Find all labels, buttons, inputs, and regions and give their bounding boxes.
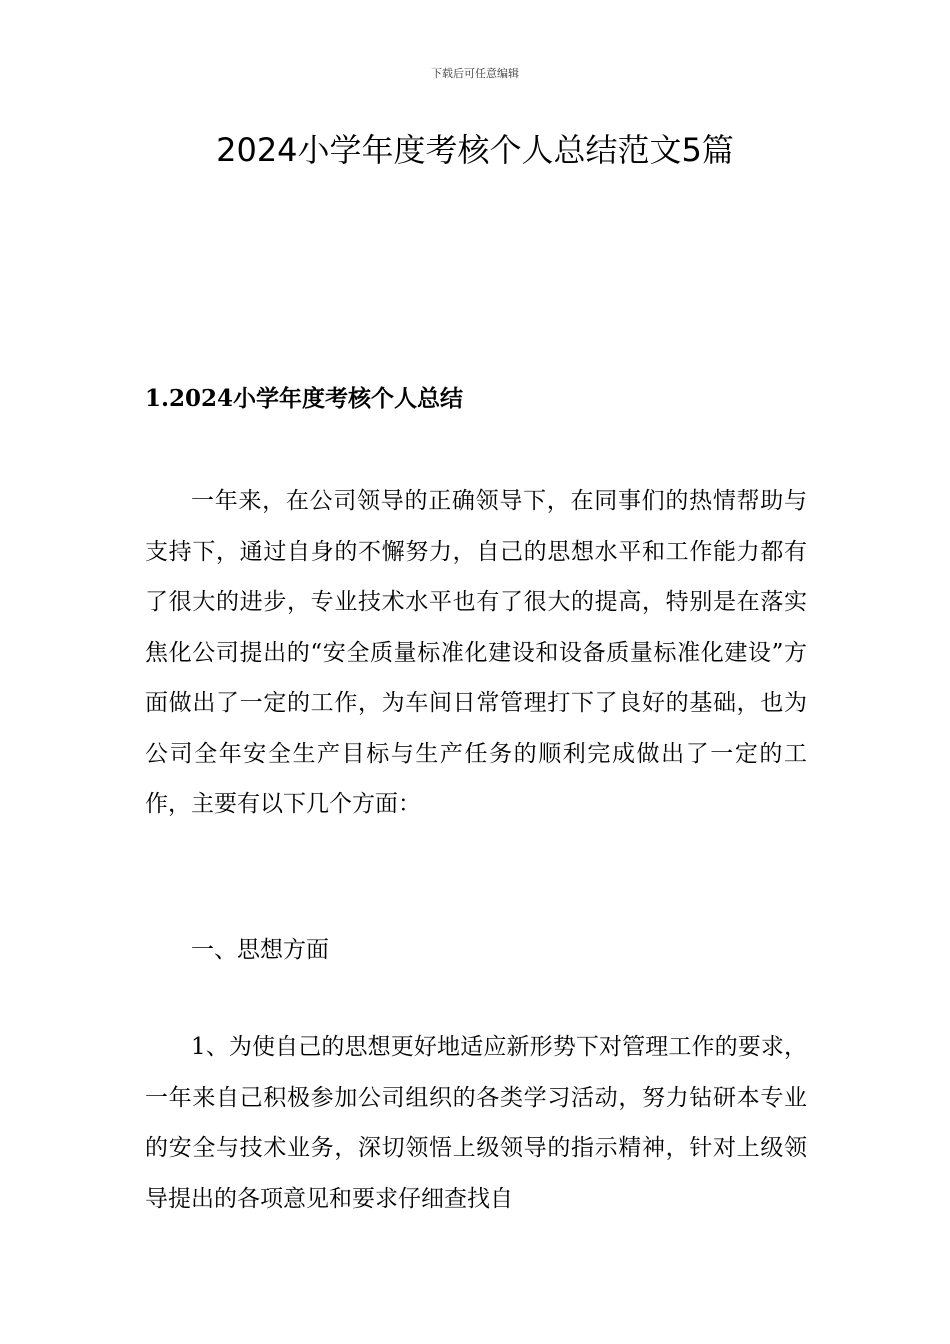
paragraph-thought-1: 1、为使自己的思想更好地适应新形势下对管理工作的要求，一年来自己积极参加公司组织的各类学习活动，努力钻研本专业的安全与技术业务，深切领悟上级领导的指示精神，针对上级领导提出的各项意见和要求仔细查找自 <box>145 1034 807 1212</box>
subheading-thought: 一、思想方面 <box>191 937 329 963</box>
paragraph-intro: 一年来，在公司领导的正确领导下，在同事们的热情帮助与支持下，通过自身的不懈努力，自己的思想水平和工作能力都有了很大的进步，专业技术水平也有了很大的提高，特别是在落实焦化公司提出的“安全质量标准化建设和设备质量标准化建设”方面做出了一定的工作，为车间日常管理打下了良好的基础，也为公司全年安全生产目标与生产任务的顺利完成做出了一定的工作，主要有以下几个方面： <box>145 488 807 817</box>
section-heading: 1.2024小学年度考核个人总结 <box>145 385 464 412</box>
document-title: 2024小学年度考核个人总结范文5篇 <box>216 131 734 169</box>
header-note: 下载后可任意编辑 <box>431 67 519 80</box>
